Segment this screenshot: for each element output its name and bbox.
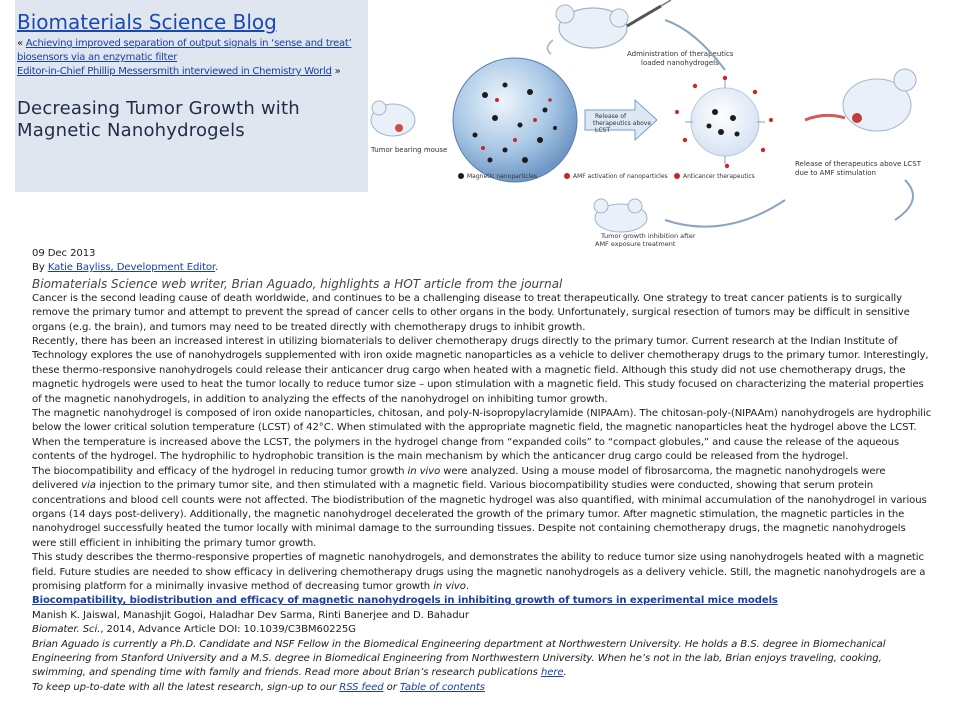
nanohydrogel-sphere <box>453 58 577 182</box>
syringe-icon <box>627 0 671 26</box>
figure-label-tumor-mouse: Tumor bearing mouse <box>371 146 448 154</box>
flow-arrow-bottom <box>665 200 785 227</box>
paragraph-4 <box>32 465 932 551</box>
article-authors: Manish K. Jaiswal, Manashjit Gogoi, Haladhar Dev Sarma, Rinti Banerjee and D. Bahadur <box>32 609 469 621</box>
legend-amf: AMF activation of nanoparticles <box>573 173 668 180</box>
post-byline <box>32 261 932 275</box>
p4-part-c: injection to the primary tumor site, and then stimulated with a magnetic field. Various biocompatibility studies were conducted, showing that serum protein concentrations and blood cell counts were not affected. The biodistribution of the magnetic hydrogel was also quantified, with minimal accumulation of the nanohydrogel in various organs (14 days post-delivery). Additionally, the magnetic nanohydrogel decelerated the growth of the primary tumor. After magnetic stimulation, the magnetic particles in the nanohydrogel successfully heated the tumor locally with minimal damage to the surrounding tissues. Despite not containing chemotherapy drugs, the magnetic nanohydrogels were still efficient in inhibiting the primary tumor growth. <box>32 480 927 549</box>
p4-part-b: were analyzed. Using a mouse model of fibrosarcoma, the magnetic nanohydrogels were delivered <box>32 465 886 492</box>
author-link[interactable]: Katie Bayliss, Development Editor <box>47 262 216 274</box>
figure-label-release-arrow: Release of therapeutics above LCST <box>593 113 652 134</box>
prev-post-link[interactable]: Achieving improved separation of output signals in ‘sense and treat’ biosensors via an enzymatic filter <box>17 38 352 63</box>
figure-label-admin: Administration of therapeutics loaded nanohydrogels <box>627 50 734 67</box>
toc-link[interactable]: Table of contents <box>399 681 485 693</box>
post-date: 09 Dec 2013 <box>32 248 96 259</box>
figure-label-inhibition: Tumor growth inhibition after AMF exposure treatment <box>595 232 696 247</box>
prev-arrow: « <box>17 38 26 49</box>
legend-anticancer: Anticancer therapeutics <box>683 173 755 180</box>
citation-journal: Biomater. Sci. <box>32 624 101 636</box>
article-link[interactable]: Biocompatibility, biodistribution and efficacy of magnetic nanohydrogels in inhibiting growth of tumors in experimental mice models <box>32 595 778 607</box>
p4-italic-2: via <box>81 480 96 492</box>
byline-prefix: By <box>32 262 48 274</box>
blog-title-link[interactable]: Biomaterials Science Blog <box>17 10 277 34</box>
next-post-link[interactable]: Editor-in-Chief Phillip Messersmith interviewed in Chemistry World <box>17 66 332 77</box>
bio-here-link[interactable]: here <box>540 667 564 679</box>
paragraph-2: Recently, there has been an increased interest in utilizing biomaterials to deliver chemotherapy drugs directly to the primary tumor. Current research at the Indian Institute of Technology explores the use of nanohydrogels supplemented with iron oxide magnetic nanoparticles as a vehicle to deliver chemotherapy drugs to the primary tumor. Interestingly, these thermo-responsive nanohydrogels could release their anticancer drug cargo when heated with a magnetic field. Although this study did not use chemotherapy drugs, the magnetic hydrogels were used to heat the tumor locally to reduce tumor size – upon stimulation with a magnetic field. This study focused on characterizing the material properties of the magnetic nanohydrogels, in addition to analyzing the effects of the nanohydrogel on inhibiting tumor growth. <box>32 336 929 405</box>
article-citation <box>32 623 932 637</box>
figure-graphic <box>365 0 955 247</box>
figure-legend <box>458 173 755 180</box>
mouse-top-icon <box>547 5 628 54</box>
flow-arrow-right <box>895 180 913 220</box>
legend-magnetic: Magnetic nanoparticles <box>467 173 538 180</box>
p4-part-a: The biocompatibility and efficacy of the hydrogel in reducing tumor growth <box>32 465 408 477</box>
paragraph-3: The magnetic nanohydrogel is composed of iron oxide nanoparticles, chitosan, and poly-N-isopropylacrylamide (NIPAAm). The chitosan-poly-(NIPAAm) nanohydrogels are hydrophilic below the lower critical solution temperature (LCST) of 42°C. When stimulated with the appropriate magnetic field, the magnetic nanoparticles heat the hydrogel above the LCST. When the temperature is increased above the LCST, the polymers in the hydrogel change from “expanded coils” to “compact globules,” and cause the release of the aqueous contents of the hydrogel. The hydrophilic to hydrophobic transition is the main mechanism by which the anticancer drug cargo could be released from the hydrogel. <box>32 408 932 463</box>
footer-signup <box>32 681 932 695</box>
footer-prefix: To keep up-to-date with all the latest research, sign-up to our <box>32 681 340 693</box>
mouse-bottom-icon <box>594 199 647 232</box>
paragraph-5 <box>32 551 932 594</box>
released-cluster <box>675 76 773 168</box>
paragraph-1: Cancer is the second leading cause of death worldwide, and continues to be a challenging disease to treat therapeutically. One strategy to treat cancer patients is to surgically remove the primary tumor and attempt to prevent the spread of cancer cells to other organs in the body. Unfortunately, surgical resection of tumors may be difficult in sensitive organs (e.g. the brain), and tumors may need to be treated directly with chemotherapy drugs to inhibit growth. <box>32 292 910 333</box>
mouse-left-icon <box>371 101 415 136</box>
post-navigation <box>17 37 368 79</box>
legend-amf-icon <box>564 173 570 179</box>
legend-magnetic-icon <box>458 173 464 179</box>
author-bio <box>32 638 932 681</box>
bio-end: . <box>563 667 567 679</box>
citation-rest: , 2014, Advance Article DOI: 10.1039/C3BM60225G <box>100 624 356 636</box>
bio-text: Brian Aguado is currently a Ph.D. Candidate and NSF Fellow in the Biomedical Engineering department at Northwestern University. He holds a B.S. degree in Biomechanical Engineering from Stanford University and a M.S. degree in Biomedical Engineering from Northwestern University. When he’s not in the lab, Brian enjoys traveling, cooking, swimming, and spending time with family and friends. Read more about Brian’s research publications <box>32 638 886 679</box>
p5-part-a: This study describes the thermo-responsive properties of magnetic nanohydrogels, and demonstrates the ability to reduce tumor size using nanohydrogels heated with a magnetic field. Future studies are needed to show efficacy in delivering chemotherapy drugs using the magnetic nanohydrogels as a delivery vehicle. Still, the magnetic nanohydrogels are a promising platform for a minimally invasive method of decreasing tumor growth <box>32 552 926 592</box>
figure-label-release-right: Release of therapeutics above LCST due to AMF stimulation <box>795 160 921 177</box>
byline-suffix: . <box>215 262 219 274</box>
legend-anticancer-icon <box>674 173 680 179</box>
p5-part-b: . <box>465 580 469 592</box>
post-title: Decreasing Tumor Growth with Magnetic Nanohydrogels <box>17 98 300 141</box>
p5-italic: in vivo <box>433 580 466 592</box>
footer-or: or <box>383 681 400 693</box>
mouse-right-icon <box>805 69 916 131</box>
rss-feed-link[interactable]: RSS feed <box>339 681 384 693</box>
article-figure <box>365 0 955 247</box>
p4-italic-1: in vivo <box>407 465 441 477</box>
blog-header <box>15 0 368 192</box>
post-content <box>32 247 932 695</box>
next-arrow: » <box>331 66 341 77</box>
post-subtitle: Biomaterials Science web writer, Brian Aguado, highlights a HOT article from the journal <box>32 276 563 291</box>
